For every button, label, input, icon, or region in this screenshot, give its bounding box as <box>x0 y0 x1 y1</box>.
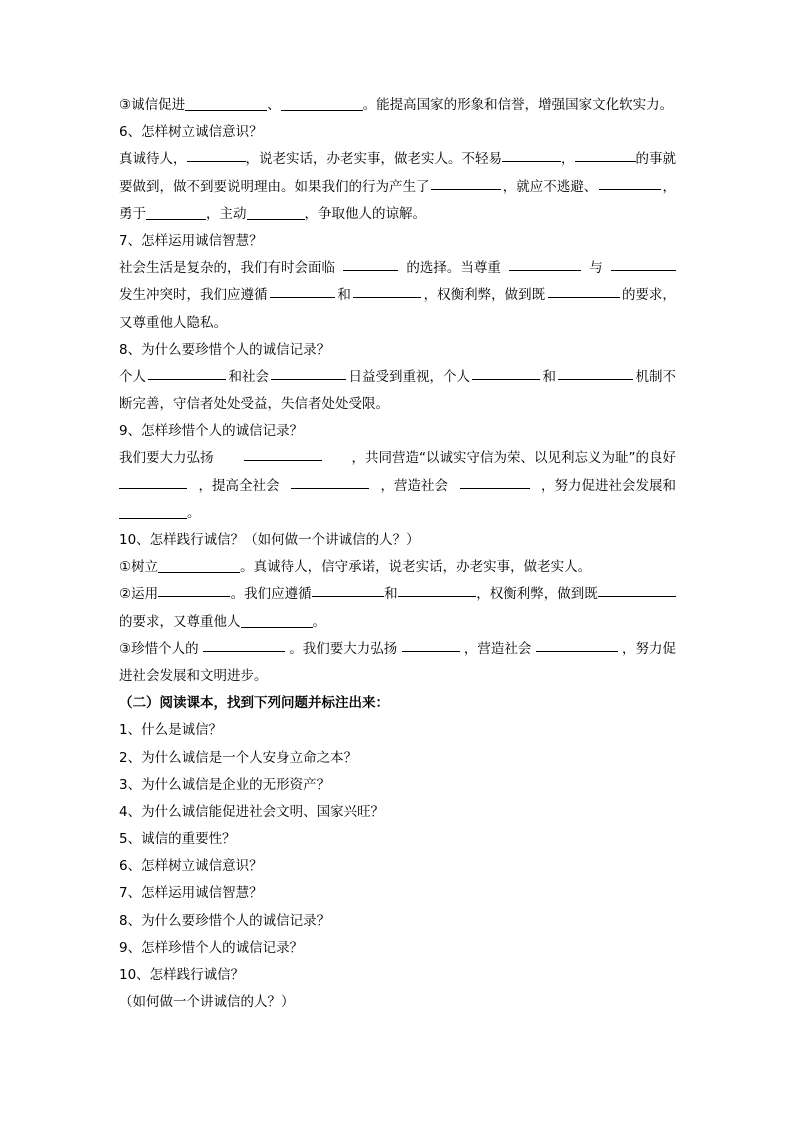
q7-line2 <box>119 282 676 309</box>
text-fragment: 。 <box>312 613 326 630</box>
q9-line3 <box>119 500 676 527</box>
text-fragment: ，努力促进社会发展和 <box>541 477 676 494</box>
list-item: 6、怎样树立诚信意识？ <box>119 858 263 875</box>
text-fragment: 机制不 <box>635 368 676 385</box>
worksheet-page <box>119 92 676 1016</box>
text-fragment: ，就应不逃避、 <box>502 178 598 195</box>
text-fragment: ，营造社会 <box>380 477 448 494</box>
text-fragment: ， <box>561 151 575 168</box>
section2-heading: （二）阅读课本，找到下列问题并标注出来： <box>119 695 389 712</box>
fill-blank[interactable] <box>472 364 540 380</box>
fill-blank[interactable] <box>158 557 240 573</box>
q10-line1 <box>119 554 676 581</box>
list-item: 2、为什么诚信是一个人安身立命之本？ <box>119 749 358 766</box>
text-fragment: 勇于 <box>119 205 146 222</box>
text-fragment: ，权衡利弊，做到既 <box>476 586 598 603</box>
text-fragment: ，权衡利弊，做到既 <box>423 287 546 304</box>
q8-line1 <box>119 364 676 391</box>
fill-blank[interactable] <box>312 581 384 597</box>
text-fragment: ，说老实话，办老实事，做老实人。不轻易 <box>245 151 503 168</box>
q8-title: 8、为什么要珍惜个人的诚信记录？ <box>119 341 331 358</box>
fill-blank[interactable] <box>119 503 187 519</box>
text-fragment: 我们要大力弘扬 <box>119 450 214 467</box>
q10-line5: 进社会发展和文明进步。 <box>119 667 268 684</box>
q6-title: 6、怎样树立诚信意识？ <box>119 124 263 141</box>
text-fragment: ②运用 <box>119 586 159 603</box>
text-fragment: 和 <box>384 586 398 603</box>
list-item-note: （如何做一个讲诚信的人？） <box>119 994 295 1011</box>
text-fragment: ，主动 <box>206 205 247 222</box>
fill-blank[interactable] <box>611 255 676 271</box>
text-fragment: 真诚待人， <box>119 151 187 168</box>
fill-blank[interactable] <box>598 581 676 597</box>
text-fragment: 。真诚待人，信守承诺，说老实话，办老实事，做老实人。 <box>240 559 592 576</box>
q7-title: 7、怎样运用诚信智慧？ <box>119 232 263 249</box>
text-fragment: 的事就 <box>635 151 677 168</box>
list-item: 10、怎样践行诚信？ <box>119 967 245 983</box>
fill-blank[interactable] <box>291 473 369 489</box>
text-fragment: 。我们要大力弘扬 <box>289 640 398 657</box>
fill-blank[interactable] <box>247 204 305 220</box>
text-fragment: 和社会 <box>228 368 269 385</box>
fill-blank[interactable] <box>431 174 501 190</box>
q10-title: 10、怎样践行诚信？（如何做一个讲诚信的人？） <box>119 532 420 548</box>
list-item: 3、为什么诚信是企业的无形资产？ <box>119 776 331 793</box>
list-item: 8、为什么要珍惜个人的诚信记录？ <box>119 912 331 929</box>
fill-blank[interactable] <box>187 146 246 162</box>
text-fragment: 要做到，做不到要说明理由。如果我们的行为产生了 <box>119 178 430 195</box>
text-fragment: ，提高全社会 <box>198 477 280 494</box>
fill-blank[interactable] <box>402 636 460 652</box>
fill-blank[interactable] <box>599 174 661 190</box>
text-fragment: 的要求， <box>621 287 676 304</box>
fill-blank[interactable] <box>146 204 206 220</box>
fill-blank[interactable] <box>203 636 285 652</box>
text-fragment: ，努力促 <box>621 640 676 657</box>
text-fragment: 发生冲突时，我们应遵循 <box>119 287 268 304</box>
fill-blank[interactable] <box>343 255 398 271</box>
fill-blank[interactable] <box>548 282 620 298</box>
text-fragment: ③珍惜个人的 <box>119 640 199 657</box>
text-fragment: 。我们应遵循 <box>230 586 312 603</box>
q9-line2 <box>119 473 676 500</box>
q6-line3 <box>119 201 676 228</box>
q7-line3: 又尊重他人隐私。 <box>119 314 227 331</box>
q6-line1 <box>119 146 676 173</box>
fill-blank[interactable] <box>119 473 187 489</box>
fill-blank[interactable] <box>509 255 581 271</box>
fill-blank[interactable] <box>502 146 561 162</box>
text-fragment: ，共同营造“以诚实守信为荣、以见利忘义为耻”的良好 <box>351 450 676 467</box>
text-fragment: 的要求，又尊重他人 <box>119 613 241 630</box>
text-fragment: 社会生活是复杂的，我们有时会面临 <box>119 260 335 277</box>
fill-blank[interactable] <box>241 612 313 628</box>
text-fragment: 日益受到重视，个人 <box>348 368 470 385</box>
q8-line2: 断完善，守信者处处受益，失信者处处受限。 <box>119 396 389 413</box>
q10-line4 <box>119 636 676 663</box>
fill-blank[interactable] <box>558 364 633 380</box>
fill-blank[interactable] <box>398 581 476 597</box>
fill-blank[interactable] <box>270 282 335 298</box>
fill-blank[interactable] <box>185 95 267 111</box>
fill-blank[interactable] <box>244 445 322 461</box>
fill-blank[interactable] <box>460 473 530 489</box>
text-fragment: 和 <box>542 368 556 385</box>
fill-blank[interactable] <box>575 146 636 162</box>
text-fragment: 的选择。当尊重 <box>406 260 501 277</box>
list-item: 5、诚信的重要性？ <box>119 831 236 848</box>
fill-blank[interactable] <box>536 636 618 652</box>
q6-line2 <box>119 174 676 201</box>
q9-title: 9、怎样珍惜个人的诚信记录？ <box>119 423 304 440</box>
list-item: 9、怎样珍惜个人的诚信记录？ <box>119 939 304 956</box>
q5-item3-text: ③诚信促进 <box>119 97 186 113</box>
fill-blank[interactable] <box>158 581 230 597</box>
list-item: 1、什么是诚信？ <box>119 722 223 739</box>
q9-line1 <box>119 445 676 472</box>
text-fragment: ， <box>662 178 676 195</box>
text-fragment: ①树立 <box>119 559 159 576</box>
text-fragment: 、 <box>267 97 281 113</box>
text-fragment: ，营造社会 <box>463 640 532 657</box>
list-item: 7、怎样运用诚信智慧？ <box>119 885 263 902</box>
q10-line3 <box>119 609 676 636</box>
q10-line2 <box>119 581 676 608</box>
fill-blank[interactable] <box>271 364 346 380</box>
fill-blank[interactable] <box>353 282 421 298</box>
list-item: 4、为什么诚信能促进社会文明、国家兴旺？ <box>119 803 385 820</box>
fill-blank[interactable] <box>148 364 226 380</box>
q7-line1 <box>119 255 676 282</box>
text-fragment: 。 <box>187 504 201 521</box>
text-fragment: 和 <box>337 287 351 304</box>
q5-item3-line <box>119 92 676 119</box>
text-fragment: 。能提高国家的形象和信誉，增强国家文化软实力。 <box>362 97 674 113</box>
text-fragment: ，争取他人的谅解。 <box>304 205 426 222</box>
text-fragment: 个人 <box>119 368 146 385</box>
text-fragment: 与 <box>589 260 603 277</box>
fill-blank[interactable] <box>281 95 363 111</box>
